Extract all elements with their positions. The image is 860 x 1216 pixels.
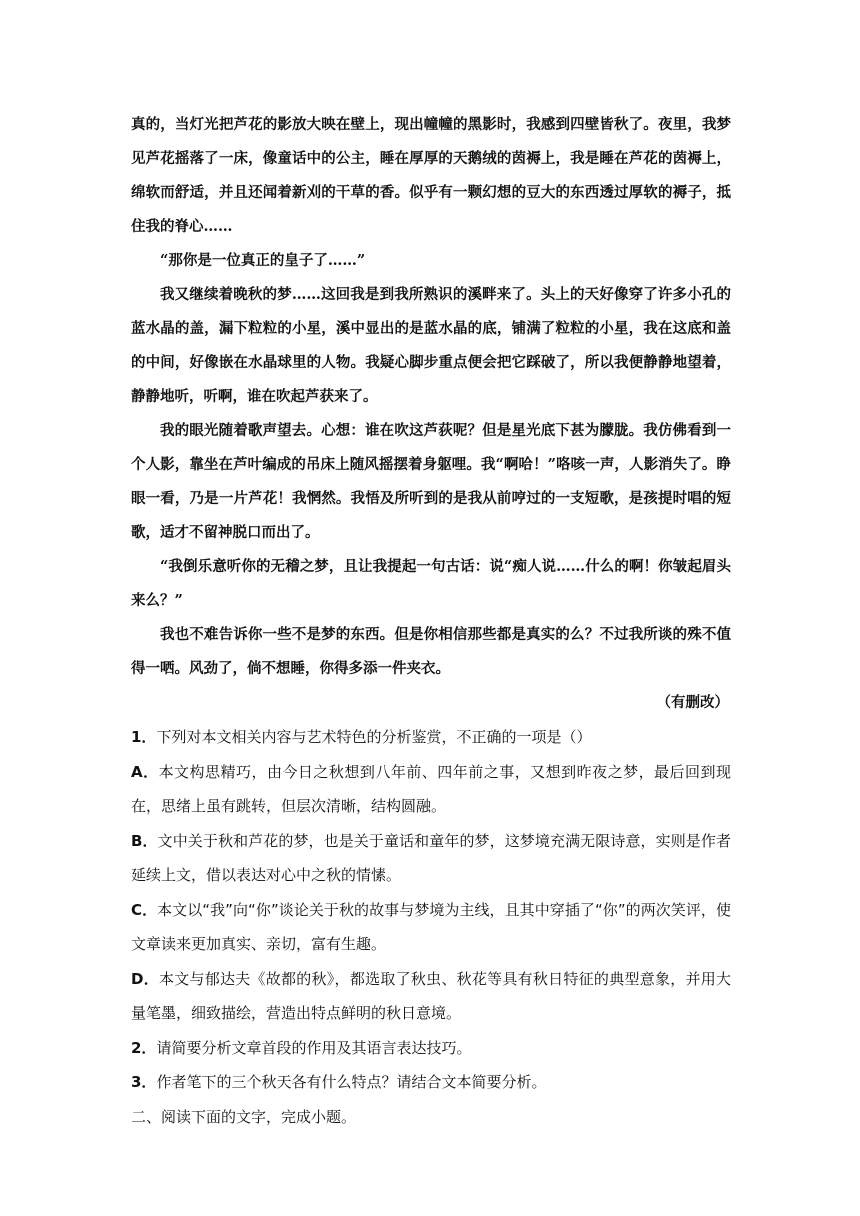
passage-paragraph-1: 真的，当灯光把芦花的影放大映在壁上，现出幢幢的黑影时，我感到四壁皆秋了。夜里，我梦见芦花摇落了一床，像童话中的公主，睡在厚厚的天鹅绒的茵褥上，我是睡在芦花的茵褥上，绵软而舒适，并且还闻着新刈的干草的香。似乎有一颗幻想的豆大的东西透过厚软的褥子，抵住我的脊心……: [131, 116, 731, 235]
passage-paragraph-2: “那你是一位真正的皇子了……”: [160, 252, 366, 269]
question-2: [131, 1031, 731, 1066]
option-d-text: 本文与郁达夫《故都的秋》，都选取了秋虫、秋花等具有秋日特征的典型意象，并用大量笔墨，细致描绘，营造出特点鲜明的秋日意境。: [131, 969, 731, 1022]
section-heading: 二、阅读下面的文字，完成小题。: [131, 1107, 357, 1126]
option-c-label: C．: [131, 900, 158, 919]
document-page: [131, 108, 731, 1134]
option-b: [131, 824, 731, 893]
question-3: [131, 1065, 731, 1100]
question-1-stem: [131, 720, 731, 755]
passage-paragraph-3: 我又继续着晚秋的梦……这回我是到我所熟识的溪畔来了。头上的天好像穿了许多小孔的蓝水晶的盖，漏下粒粒的小星，溪中显出的是蓝水晶的底，铺满了粒粒的小星，我在这底和盖的中间，好像嵌在水晶球里的人物。我疑心脚步重点便会把它踩破了，所以我便静静地望着，静静地听，听啊，谁在吹起芦获来了。: [131, 286, 731, 405]
question-3-text: 作者笔下的三个秋天各有什么特点？请结合文本简要分析。: [156, 1073, 547, 1091]
question-2-text: 请简要分析文章首段的作用及其语言表达技巧。: [156, 1038, 472, 1057]
passage-paragraph-4: 我的眼光随着歌声望去。心想：谁在吹这芦荻呢？但是星光底下甚为朦胧。我仿佛看到一个人影，靠坐在芦叶编成的吊床上随风摇摆着身躯哩。我“啊哈！”咯咳一声，人影消失了。睁眼一看，乃是一片芦花！我惘然。我悟及所听到的是我从前哼过的一支短歌，是孩提时唱的短歌，适才不留神脱口而出了。: [131, 422, 731, 541]
option-a-text: 本文构思精巧，由今日之秋想到八年前、四年前之事，又想到昨夜之梦，最后回到现在，思绪上虽有跳转，但层次清晰，结构圆融。: [131, 762, 731, 815]
source-note: （有删改）: [656, 694, 729, 711]
option-d: [131, 962, 731, 1031]
option-b-text: 文中关于秋和芦花的梦，也是关于童话和童年的梦，这梦境充满无限诗意，实则是作者延续上文，借以表达对心中之秋的情愫。: [131, 831, 731, 884]
option-b-label: B．: [131, 831, 158, 850]
option-d-label: D．: [131, 969, 159, 988]
passage-paragraph-5: “我倒乐意听你的无稽之梦，且让我提起一句古话：说“痴人说……什么的啊！你皱起眉头来么？”: [131, 558, 731, 609]
option-a-label: A．: [131, 762, 159, 781]
option-c-text: 本文以“我”向“你”谈论关于秋的故事与梦境为主线，且其中穿插了“你”的两次笑评，使文章读来更加真实、亲切，富有生趣。: [131, 900, 731, 953]
option-a: [131, 755, 731, 824]
question-2-number: 2．: [131, 1038, 157, 1057]
question-1-text: 下列对本文相关内容与艺术特色的分析鉴赏，不正确的一项是（）: [156, 728, 592, 746]
question-1-number: 1．: [131, 728, 157, 746]
passage-paragraph-6: 我也不难告诉你一些不是梦的东西。但是你相信那些都是真实的么？不过我所谈的殊不值得一哂。风劲了，倘不想睡，你得多添一件夹衣。: [131, 626, 731, 677]
question-3-number: 3．: [131, 1073, 157, 1091]
option-c: [131, 893, 731, 962]
